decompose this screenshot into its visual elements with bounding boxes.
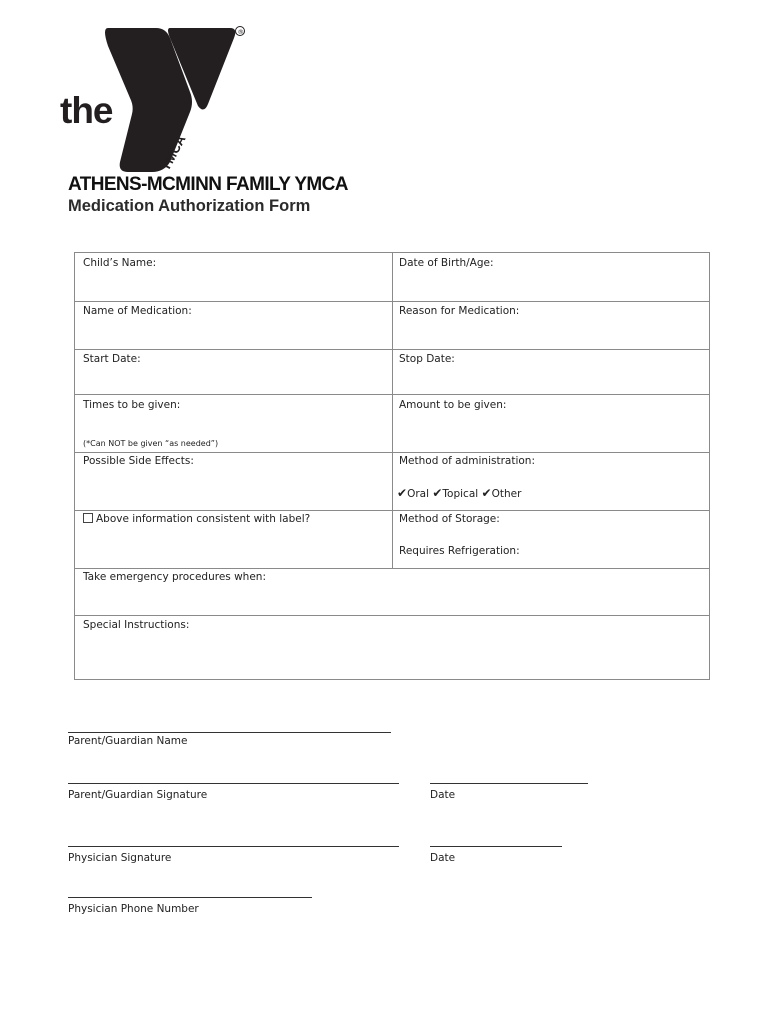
child-name-field[interactable]: Child’s Name:	[83, 257, 157, 269]
date2-line[interactable]	[430, 846, 562, 847]
method-admin-field: Method of administration:	[399, 455, 535, 467]
column-divider	[392, 253, 393, 568]
medication-name-field[interactable]: Name of Medication:	[83, 305, 192, 317]
dob-age-field[interactable]: Date of Birth/Age:	[399, 257, 494, 269]
physician-phone-label: Physician Phone Number	[68, 903, 199, 915]
times-given-field[interactable]: Times to be given:	[83, 399, 181, 411]
option-oral[interactable]: Oral	[407, 488, 429, 500]
check-icon[interactable]: ✔	[432, 486, 443, 500]
logo-ymca-text: YMCA	[157, 132, 189, 174]
date2-label: Date	[430, 852, 456, 864]
reason-field[interactable]: Reason for Medication:	[399, 305, 520, 317]
medication-form-table	[74, 252, 710, 680]
ymca-y-logo-icon	[58, 22, 258, 182]
option-topical[interactable]: Topical	[442, 488, 479, 500]
refrigeration-field[interactable]: Requires Refrigeration:	[399, 545, 520, 557]
storage-field[interactable]: Method of Storage:	[399, 513, 500, 525]
method-options	[397, 486, 521, 500]
physician-signature-line[interactable]	[68, 846, 399, 847]
stop-date-field[interactable]: Stop Date:	[399, 353, 455, 365]
parent-signature-label: Parent/Guardian Signature	[68, 789, 208, 801]
physician-signature-label: Physician Signature	[68, 852, 172, 864]
date1-line[interactable]	[430, 783, 588, 784]
ymca-logo	[58, 22, 258, 182]
check-icon[interactable]: ✔	[397, 486, 408, 500]
side-effects-field[interactable]: Possible Side Effects:	[83, 455, 194, 467]
physician-phone-line[interactable]	[68, 897, 312, 898]
start-date-field[interactable]: Start Date:	[83, 353, 141, 365]
form-title: Medication Authorization Form	[68, 197, 311, 215]
parent-signature-line[interactable]	[68, 783, 399, 784]
as-needed-note: (*Can NOT be given “as needed”)	[83, 439, 219, 448]
organization-title: ATHENS-MCMINN FAMILY YMCA	[68, 174, 348, 195]
special-instructions-field[interactable]: Special Instructions:	[83, 619, 190, 631]
date1-label: Date	[430, 789, 456, 801]
checkbox-icon[interactable]	[83, 513, 93, 523]
amount-given-field[interactable]: Amount to be given:	[399, 399, 507, 411]
parent-name-line[interactable]	[68, 732, 391, 733]
registered-mark: ®	[237, 28, 244, 36]
label-consistent-checkbox-row[interactable]	[83, 513, 310, 525]
logo-word-the: the	[60, 90, 113, 131]
parent-name-label: Parent/Guardian Name	[68, 735, 188, 747]
row-divider	[75, 615, 709, 616]
option-other[interactable]: Other	[491, 488, 522, 500]
label-consistent-text: Above information consistent with label?	[96, 513, 311, 525]
check-icon[interactable]: ✔	[481, 486, 492, 500]
row-divider	[75, 568, 709, 569]
emergency-field[interactable]: Take emergency procedures when:	[83, 571, 266, 583]
